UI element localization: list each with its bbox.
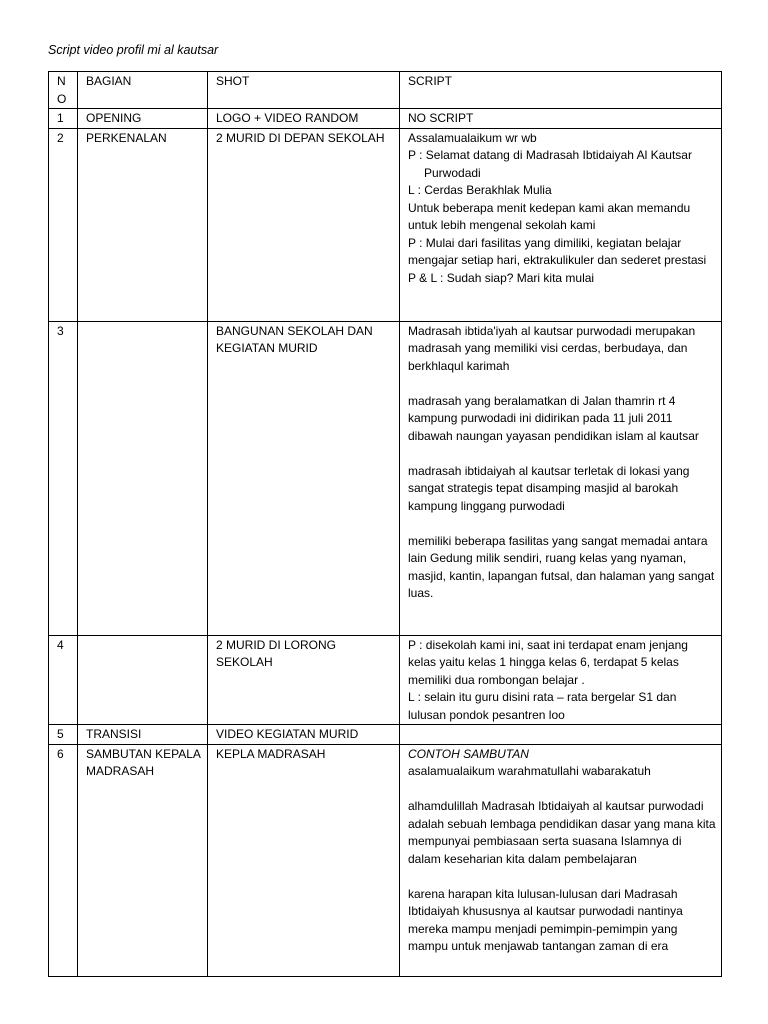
table-row bbox=[49, 321, 722, 635]
script-line: Untuk beberapa menit kedepan kami akan memandu untuk lebih mengenal sekolah kami bbox=[408, 200, 691, 232]
script-line: NO SCRIPT bbox=[408, 111, 474, 125]
row-shot: VIDEO KEGIATAN MURID bbox=[208, 725, 400, 745]
script-line: Assalamualaikum wr wb bbox=[408, 130, 537, 145]
header-bagian: BAGIAN bbox=[78, 72, 208, 109]
row-shot: 2 MURID DI LORONG SEKOLAH bbox=[208, 635, 400, 725]
script-line: P & L : Sudah siap? Mari kita mulai bbox=[408, 270, 595, 285]
script-paragraph: Madrasah ibtida'iyah al kautsar purwodadi merupakan madrasah yang memiliki visi cerdas, berbudaya, dan berkhlaqul karimah bbox=[408, 323, 696, 373]
document-title: Script video profil mi al kautsar bbox=[48, 43, 219, 57]
header-script: SCRIPT bbox=[400, 72, 722, 109]
row-bagian bbox=[78, 635, 208, 725]
row-no: 5 bbox=[49, 725, 78, 745]
row-bagian bbox=[78, 321, 208, 635]
script-line: P : disekolah kami ini, saat ini terdapat enam jenjang kelas yaitu kelas 1 hingga kelas 6, terdapat 5 kelas memiliki dua rombongan belajar . bbox=[408, 637, 688, 687]
row-bagian: TRANSISI bbox=[78, 725, 208, 745]
row-no: 6 bbox=[49, 744, 78, 976]
row-no: 3 bbox=[49, 321, 78, 635]
script-line: P : Mulai dari fasilitas yang dimiliki, kegiatan belajar mengajar setiap hari, ektrakulikuler dan sederet prestasi bbox=[408, 235, 707, 267]
script-paragraph: madrasah yang beralamatkan di Jalan thamrin rt 4 kampung purwodadi ini didirikan pada 11 juli 2011 dibawah naungan yayasan pendidikan islam al kautsar bbox=[408, 393, 699, 443]
script-paragraph: asalamualaikum warahmatullahi wabarakatuh bbox=[408, 764, 651, 778]
row-bagian: SAMBUTAN KEPALA MADRASAH bbox=[78, 744, 208, 976]
row-no: 4 bbox=[49, 635, 78, 725]
row-script bbox=[400, 725, 722, 745]
script-paragraph: memiliki beberapa fasilitas yang sangat memadai antara lain Gedung milik sendiri, ruang kelas yang nyaman, masjid, kantin, lapangan futsal, dan halaman yang sangat luas. bbox=[408, 533, 715, 600]
row-script bbox=[400, 321, 722, 635]
row-script bbox=[400, 744, 722, 976]
row-shot: LOGO + VIDEO RANDOM bbox=[208, 109, 400, 129]
row-no: 1 bbox=[49, 109, 78, 129]
paragraph-gap bbox=[408, 781, 716, 799]
table-row bbox=[49, 635, 722, 725]
script-heading: CONTOH SAMBUTAN bbox=[408, 746, 529, 761]
header-no: N O bbox=[49, 72, 78, 109]
script-paragraph: madrasah ibtidaiyah al kautsar terletak di lokasi yang sangat strategis tepat disamping masjid al barokah kampung linggang purwodadi bbox=[408, 463, 690, 513]
table-row bbox=[49, 128, 722, 321]
row-script bbox=[400, 109, 722, 129]
table-header-row bbox=[49, 72, 722, 109]
paragraph-gap bbox=[408, 445, 716, 463]
row-bagian: PERKENALAN bbox=[78, 128, 208, 321]
row-shot: 2 MURID DI DEPAN SEKOLAH bbox=[208, 128, 400, 321]
row-shot: BANGUNAN SEKOLAH DAN KEGIATAN MURID bbox=[208, 321, 400, 635]
header-shot: SHOT bbox=[208, 72, 400, 109]
script-paragraph: karena harapan kita lulusan-lulusan dari Madrasah Ibtidaiyah khususnya al kautsar purwodadi nantinya mereka mampu menjadi pemimpin-pemimpin yang mampu untuk menjawab tantangan zaman di era bbox=[408, 886, 683, 953]
script-line: P : Selamat datang di Madrasah Ibtidaiyah Al Kautsar bbox=[408, 148, 692, 162]
paragraph-gap bbox=[408, 515, 716, 533]
row-no: 2 bbox=[49, 128, 78, 321]
paragraph-gap bbox=[408, 375, 716, 393]
paragraph-gap bbox=[408, 868, 716, 886]
script-table bbox=[48, 71, 722, 977]
table-row bbox=[49, 744, 722, 976]
script-line: L : Cerdas Berakhlak Mulia bbox=[408, 183, 552, 197]
row-bagian: OPENING bbox=[78, 109, 208, 129]
row-script bbox=[400, 128, 722, 321]
row-shot: KEPLA MADRASAH bbox=[208, 744, 400, 976]
script-line: L : selain itu guru disini rata – rata bergelar S1 dan lulusan pondok pesantren loo bbox=[408, 690, 677, 722]
script-paragraph: alhamdulillah Madrasah Ibtidaiyah al kautsar purwodadi adalah sebuah lembaga pendidikan dasar yang mana kita mempunyai pembiasaan serta suasana Islamnya di dalam keseharian kita dalam pembelajaran bbox=[408, 799, 716, 866]
row-script bbox=[400, 635, 722, 725]
script-line: Purwodadi bbox=[424, 165, 481, 180]
table-row bbox=[49, 109, 722, 129]
table-row bbox=[49, 725, 722, 745]
